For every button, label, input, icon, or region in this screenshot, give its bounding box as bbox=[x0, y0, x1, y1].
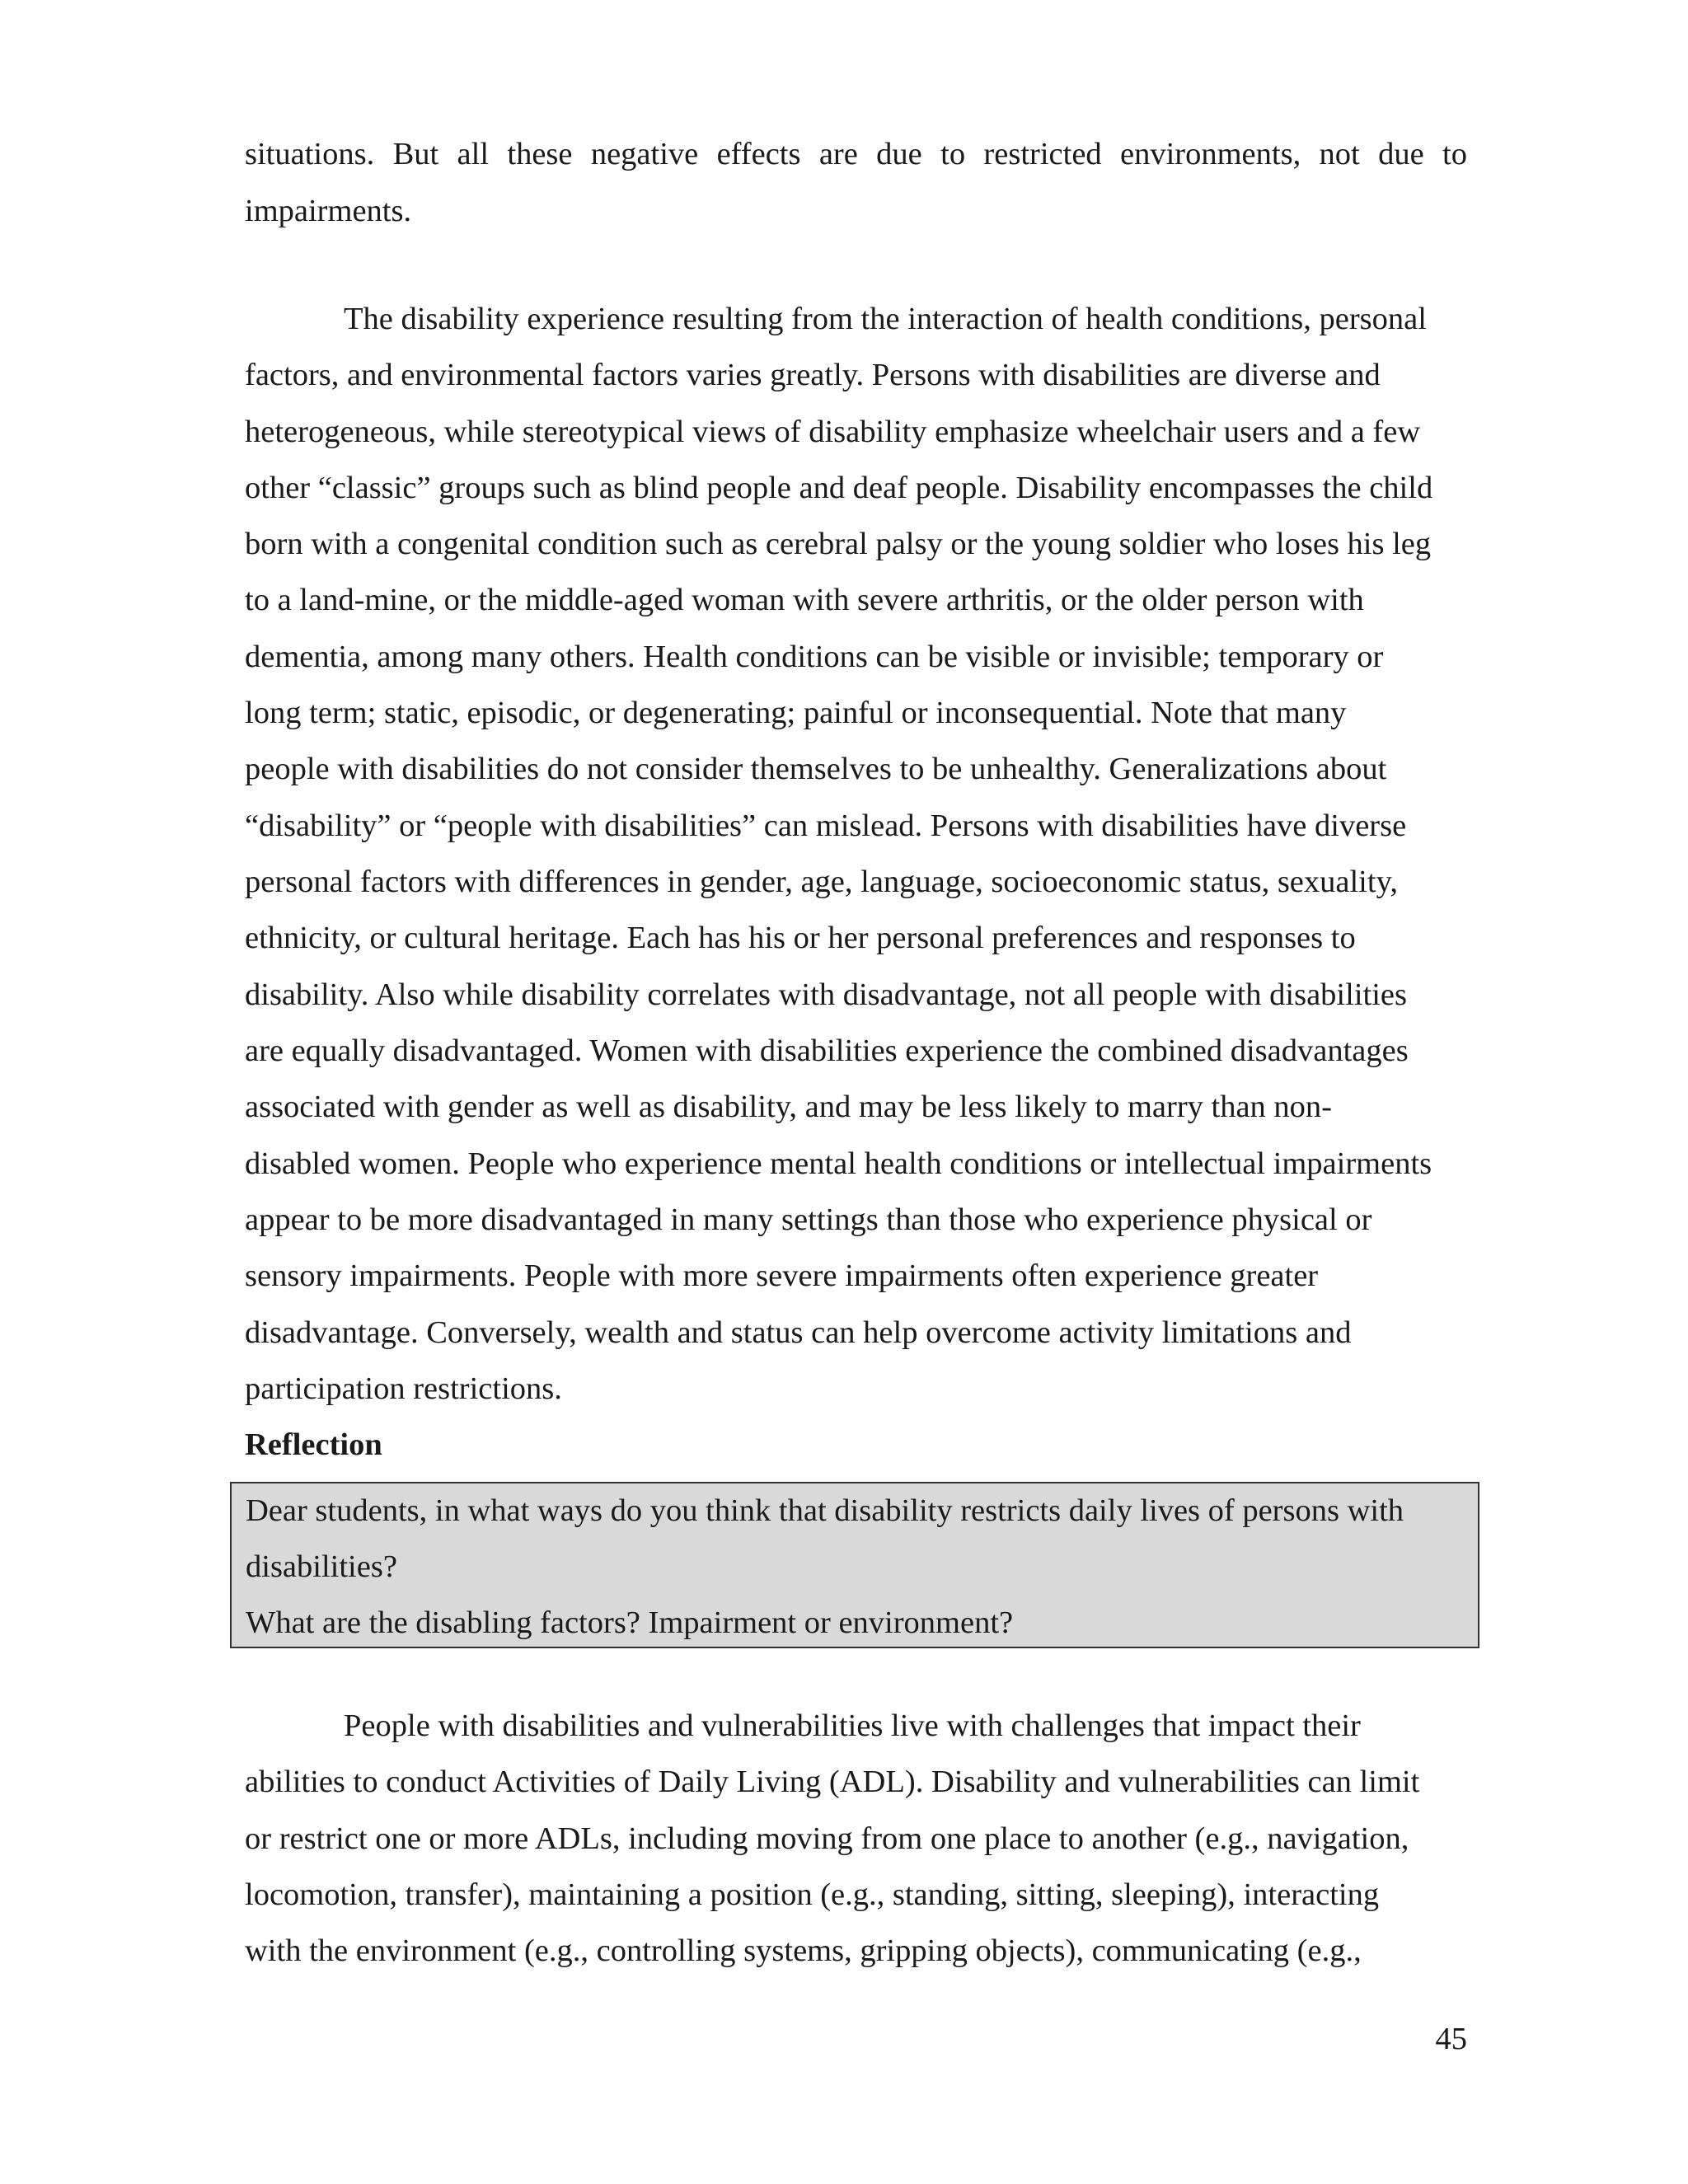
text-line: appear to be more disadvantaged in many settings than those who experience physical or bbox=[245, 1202, 1372, 1237]
text-line: sensory impairments. People with more severe impairments often experience greater bbox=[245, 1258, 1319, 1293]
text-line: or restrict one or more ADLs, including moving from one place to another (e.g., navigation, bbox=[245, 1821, 1409, 1856]
text-line: dementia, among many others. Health conditions can be visible or invisible; temporary or bbox=[245, 640, 1384, 674]
page-number: 45 bbox=[1435, 2022, 1467, 2056]
text-line: factors, and environmental factors varies greatly. Persons with disabilities are diverse and bbox=[245, 358, 1381, 392]
text-line: long term; static, episodic, or degenerating; painful or inconsequential. Note that many bbox=[245, 696, 1347, 730]
reflection-heading: Reflection bbox=[245, 1427, 382, 1462]
reflection-question: What are the disabling factors? Impairment or environment? bbox=[246, 1605, 1014, 1640]
text-line: to a land-mine, or the middle-aged woman with severe arthritis, or the older person with bbox=[245, 583, 1364, 617]
text-line: impairments. bbox=[245, 194, 412, 228]
text-line: born with a congenital condition such as cerebral palsy or the young soldier who loses his leg bbox=[245, 527, 1432, 561]
text-line: The disability experience resulting from the interaction of health conditions, personal bbox=[344, 302, 1427, 336]
text-line: personal factors with differences in gender, age, language, socioeconomic status, sexuality, bbox=[245, 865, 1398, 899]
text-line: disability. Also while disability correlates with disadvantage, not all people with disabilities bbox=[245, 977, 1407, 1012]
reflection-question: Dear students, in what ways do you think that disability restricts daily lives of persons with bbox=[246, 1493, 1404, 1528]
reflection-question: disabilities? bbox=[246, 1549, 397, 1584]
text-line: other “classic” groups such as blind people and deaf people. Disability encompasses the child bbox=[245, 471, 1433, 505]
text-line: People with disabilities and vulnerabilities live with challenges that impact their bbox=[344, 1708, 1361, 1743]
text-line: disadvantage. Conversely, wealth and status can help overcome activity limitations and bbox=[245, 1315, 1352, 1350]
text-line: ethnicity, or cultural heritage. Each has his or her personal preferences and responses to bbox=[245, 921, 1356, 955]
reflection-box bbox=[230, 1482, 1479, 1648]
text-line: associated with gender as well as disability, and may be less likely to marry than non- bbox=[245, 1090, 1333, 1124]
text-line: “disability” or “people with disabilities” can mislead. Persons with disabilities have diverse bbox=[245, 808, 1407, 843]
text-line: heterogeneous, while stereotypical views of disability emphasize wheelchair users and a few bbox=[245, 415, 1421, 449]
text-line: situations. But all these negative effects are due to restricted environments, not due to bbox=[245, 137, 1467, 171]
text-line: people with disabilities do not consider themselves to be unhealthy. Generalizations about bbox=[245, 752, 1387, 786]
text-line: disabled women. People who experience mental health conditions or intellectual impairments bbox=[245, 1146, 1432, 1181]
text-line: with the environment (e.g., controlling systems, gripping objects), communicating (e.g., bbox=[245, 1933, 1362, 1968]
text-line: are equally disadvantaged. Women with disabilities experience the combined disadvantages bbox=[245, 1033, 1409, 1068]
text-line: participation restrictions. bbox=[245, 1371, 562, 1406]
text-line: locomotion, transfer), maintaining a position (e.g., standing, sitting, sleeping), interacting bbox=[245, 1877, 1380, 1912]
text-line: abilities to conduct Activities of Daily Living (ADL). Disability and vulnerabilities can limit bbox=[245, 1765, 1420, 1799]
